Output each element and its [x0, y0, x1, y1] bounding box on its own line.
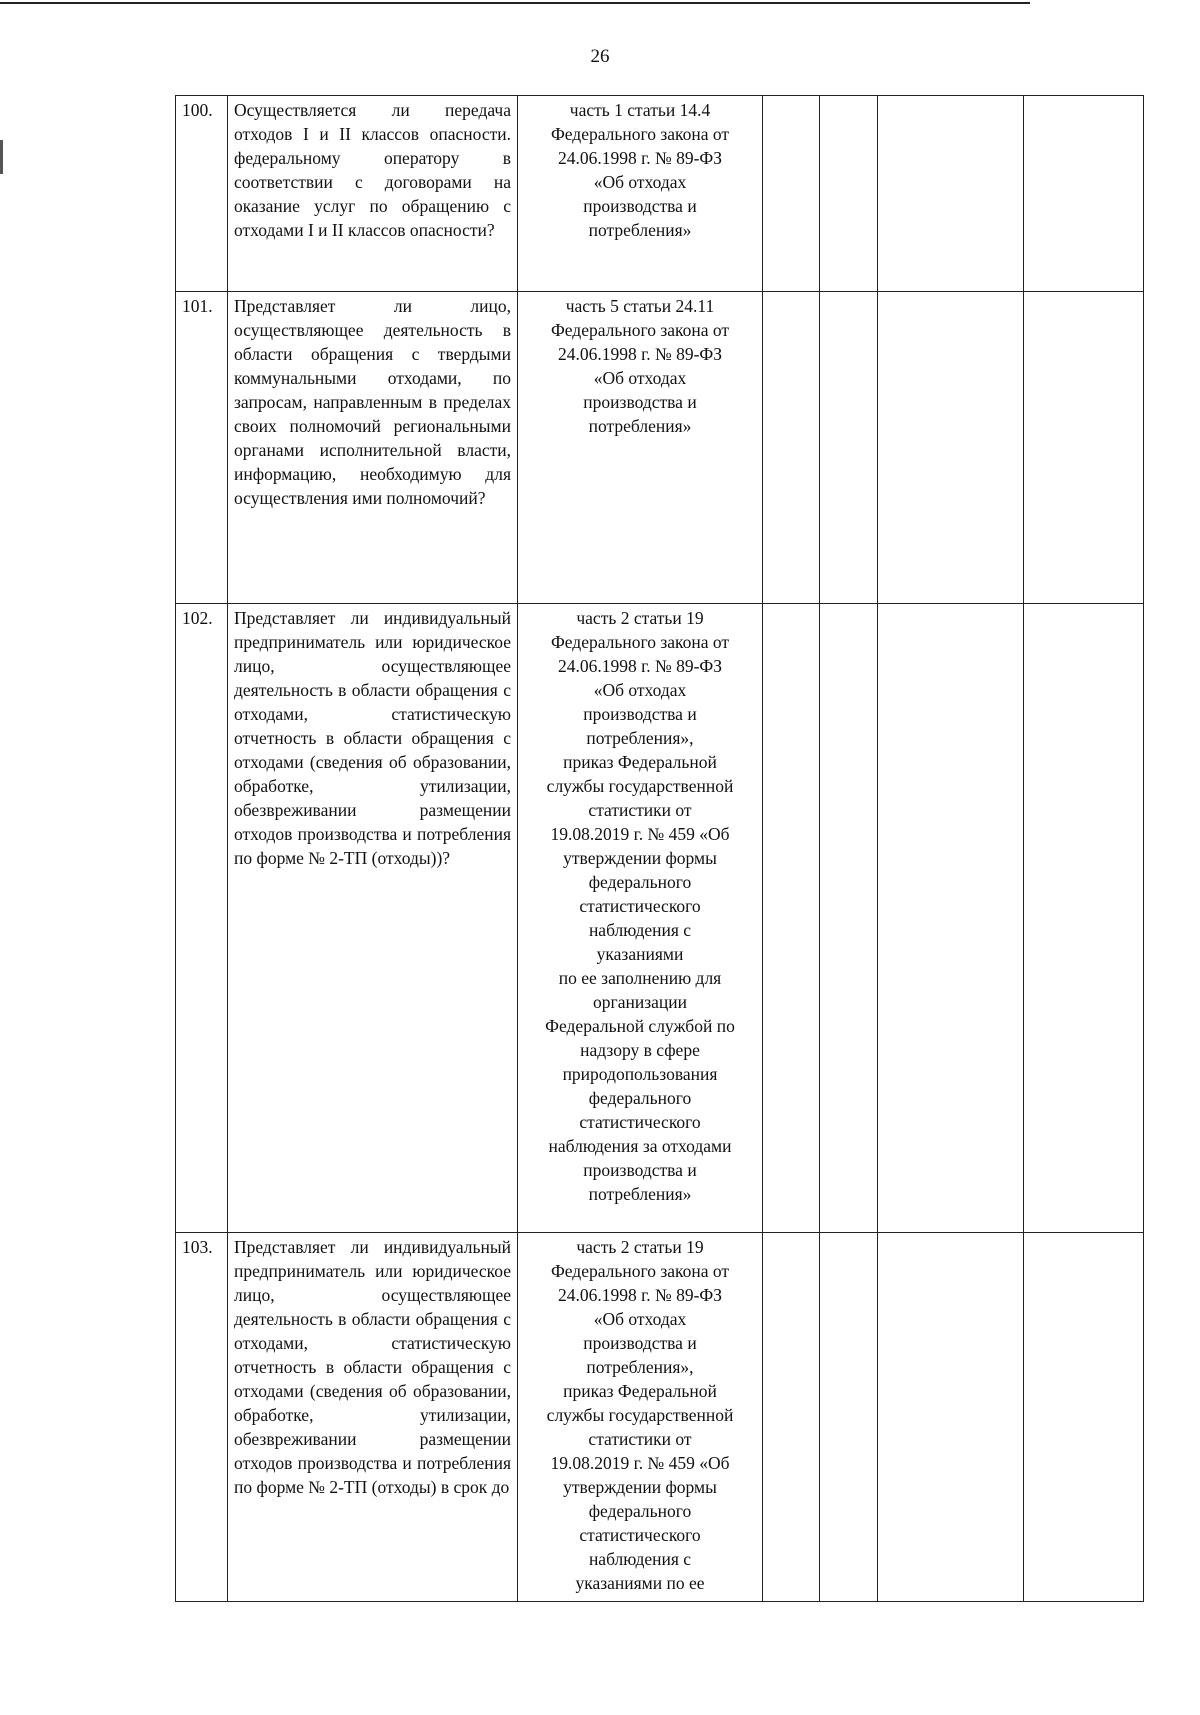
legal-line: наблюдения за отходами [548, 1136, 732, 1156]
legal-line: статистического [579, 896, 701, 916]
legal-reference-cell [518, 1233, 763, 1602]
question-cell [228, 1233, 518, 1602]
legal-line: 24.06.1998 г. № 89-ФЗ [557, 344, 723, 364]
legal-line: утверждении формы [563, 1477, 717, 1497]
legal-line: 19.08.2019 г. № 459 «Об [550, 824, 730, 844]
legal-line: «Об отходах [593, 172, 687, 192]
table-row-101 [176, 292, 1144, 604]
legal-line: часть 1 статьи 14.4 [569, 100, 711, 120]
legal-line: потребления» [588, 220, 692, 240]
legal-line: производства и [583, 704, 697, 724]
answer-cell-yes[interactable] [763, 604, 820, 1233]
answer-cell-not-applicable[interactable] [878, 604, 1024, 1233]
question-cell [228, 96, 518, 292]
table-row-102 [176, 604, 1144, 1233]
question-text: Осуществляется ли передача отходов I и II классов опасности. федеральному оператору в соответствии с договорами на оказание услуг по обращению с отходами I и II классов опасности? [234, 100, 511, 240]
legal-line: производства и [583, 1333, 697, 1353]
question-text: Представляет ли индивидуальный предприниматель или юридическое лицо, осуществляющее деятельность в области обращения с отходами, статистическую отчетность в области обращения с отходами (сведения об образовании, обработке, утилизации, обезвреживании размещении отходов производства и потребления по форме № 2-ТП (отходы) в срок до [234, 1237, 511, 1497]
legal-line: 24.06.1998 г. № 89-ФЗ [557, 656, 723, 676]
legal-line: Федерального закона от [550, 1261, 730, 1281]
question-text: Представляет ли индивидуальный предприниматель или юридическое лицо, осуществляющее деятельность в области обращения с отходами, статистическую отчетность в области обращения с отходами (сведения об образовании, обработке, утилизации, обезвреживании размещении отходов производства и потребления по форме № 2-ТП (отходы))? [234, 608, 511, 868]
answer-cell-not-applicable[interactable] [878, 96, 1024, 292]
row-number: 101. [176, 292, 228, 604]
legal-reference-cell [518, 292, 763, 604]
legal-line: службы государственной [546, 1405, 734, 1425]
legal-line: Федерального закона от [550, 124, 730, 144]
notes-cell[interactable] [1024, 96, 1144, 292]
legal-line: производства и [583, 196, 697, 216]
answer-cell-yes[interactable] [763, 96, 820, 292]
legal-line: наблюдения с [588, 920, 692, 940]
legal-line: потребления», [586, 1357, 694, 1377]
answer-cell-no[interactable] [820, 1233, 878, 1602]
answer-cell-not-applicable[interactable] [878, 1233, 1024, 1602]
answer-cell-not-applicable[interactable] [878, 292, 1024, 604]
answer-cell-no[interactable] [820, 96, 878, 292]
legal-line: федерального [588, 1088, 692, 1108]
question-cell [228, 604, 518, 1233]
legal-line: природопользования [562, 1064, 718, 1084]
legal-line: «Об отходах [593, 368, 687, 388]
legal-reference-cell [518, 604, 763, 1233]
notes-cell[interactable] [1024, 292, 1144, 604]
answer-cell-no[interactable] [820, 292, 878, 604]
row-number: 100. [176, 96, 228, 292]
legal-line: потребления», [586, 728, 694, 748]
legal-line: часть 2 статьи 19 [576, 1237, 704, 1257]
page-number: 26 [590, 46, 610, 67]
legal-line: «Об отходах [593, 680, 687, 700]
top-edge-rule [0, 2, 1030, 4]
legal-line: Федерального закона от [550, 632, 730, 652]
legal-line: организации [593, 992, 687, 1012]
legal-line: Федеральной службой по [545, 1016, 735, 1036]
legal-line: приказ Федеральной [563, 752, 717, 772]
answer-cell-yes[interactable] [763, 1233, 820, 1602]
legal-line: потребления» [588, 416, 692, 436]
checklist-table [175, 95, 1144, 1602]
legal-line: федерального [588, 872, 692, 892]
legal-line: по ее заполнению для [558, 968, 722, 988]
legal-line: службы государственной [546, 776, 734, 796]
legal-line: наблюдения с [588, 1549, 692, 1569]
legal-line: утверждении формы [563, 848, 717, 868]
legal-line: статистики от [588, 800, 692, 820]
left-edge-mark [0, 140, 3, 174]
table-row-100 [176, 96, 1144, 292]
table-row-103 [176, 1233, 1144, 1602]
legal-line: часть 5 статьи 24.11 [565, 296, 715, 316]
legal-line: часть 2 статьи 19 [576, 608, 704, 628]
legal-line: статистического [579, 1112, 701, 1132]
legal-line: 19.08.2019 г. № 459 «Об [550, 1453, 730, 1473]
legal-line: 24.06.1998 г. № 89-ФЗ [557, 1285, 723, 1305]
notes-cell[interactable] [1024, 1233, 1144, 1602]
answer-cell-no[interactable] [820, 604, 878, 1233]
question-cell [228, 292, 518, 604]
legal-line: статистики от [588, 1429, 692, 1449]
row-number: 103. [176, 1233, 228, 1602]
legal-line: потребления» [588, 1184, 692, 1204]
legal-line: указаниями по ее [575, 1573, 705, 1593]
legal-line: производства и [583, 1160, 697, 1180]
legal-line: 24.06.1998 г. № 89-ФЗ [557, 148, 723, 168]
legal-line: федерального [588, 1501, 692, 1521]
notes-cell[interactable] [1024, 604, 1144, 1233]
legal-line: «Об отходах [593, 1309, 687, 1329]
legal-reference-cell [518, 96, 763, 292]
legal-line: статистического [579, 1525, 701, 1545]
row-number: 102. [176, 604, 228, 1233]
legal-line: указаниями [596, 944, 684, 964]
legal-line: надзору в сфере [580, 1040, 700, 1060]
question-text: Представляет ли лицо, осуществляющее деятельность в области обращения с твердыми коммунальными отходами, по запросам, направленным в пределах своих полномочий региональными органами исполнительной власти, информацию, необходимую для осуществления ими полномочий? [234, 296, 511, 508]
legal-line: приказ Федеральной [563, 1381, 717, 1401]
legal-line: Федерального закона от [550, 320, 730, 340]
legal-line: производства и [583, 392, 697, 412]
answer-cell-yes[interactable] [763, 292, 820, 604]
